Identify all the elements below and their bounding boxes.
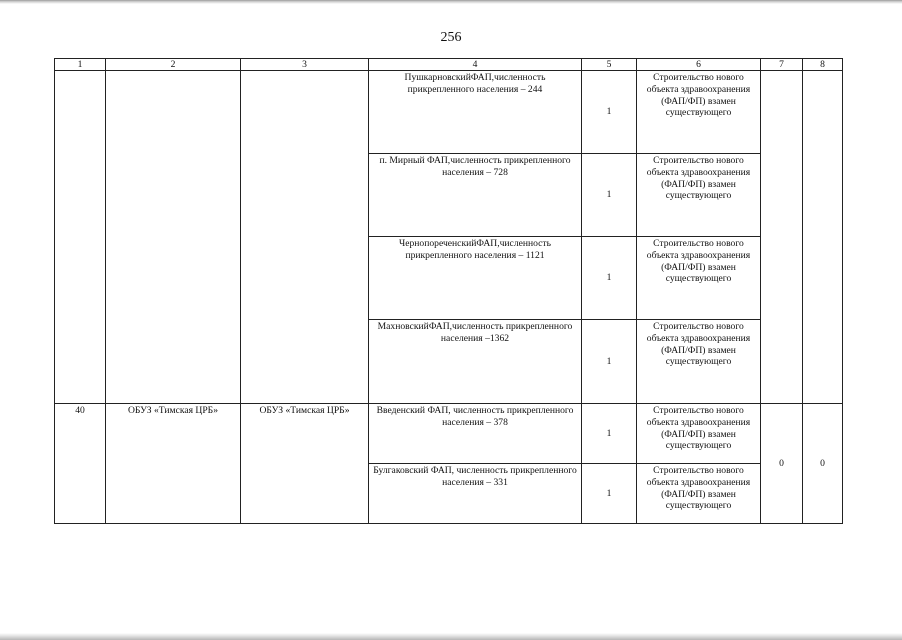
value-cell [761, 71, 803, 404]
action-cell: Строительство нового объекта здравоохранения (ФАП/ФП) взамен существующего [637, 320, 761, 404]
facility-cell: ЧернопореченскийФАП,численность прикрепленного населения – 1121 [369, 237, 582, 320]
count-cell: 1 [582, 404, 637, 464]
organization-cell: ОБУЗ «Тимская ЦРБ» [241, 404, 369, 524]
count-cell: 1 [582, 320, 637, 404]
table-row [55, 404, 843, 464]
value-cell: 0 [803, 404, 843, 524]
column-header: 3 [241, 59, 369, 71]
action-cell: Строительство нового объекта здравоохранения (ФАП/ФП) взамен существующего [637, 404, 761, 464]
organization-cell [241, 71, 369, 404]
column-header: 2 [106, 59, 241, 71]
value-cell: 0 [761, 404, 803, 524]
facility-cell: Булгаковский ФАП, численность прикрепленного населения – 331 [369, 464, 582, 524]
count-cell: 1 [582, 464, 637, 524]
count-cell: 1 [582, 237, 637, 320]
action-cell: Строительство нового объекта здравоохранения (ФАП/ФП) взамен существующего [637, 71, 761, 154]
page-number: 256 [440, 30, 462, 45]
facility-cell: МахновскийФАП,численность прикрепленного населения –1362 [369, 320, 582, 404]
facility-cell: п. Мирный ФАП,численность прикрепленного населения – 728 [369, 154, 582, 237]
scan-edge-top [0, 0, 902, 4]
count-cell: 1 [582, 154, 637, 237]
action-cell: Строительство нового объекта здравоохранения (ФАП/ФП) взамен существующего [637, 237, 761, 320]
column-header: 7 [761, 59, 803, 71]
column-header: 8 [803, 59, 843, 71]
scan-edge-bottom [0, 633, 902, 640]
header-row [55, 59, 843, 71]
facility-cell: ПушкарновскийФАП,численность прикрепленного населения – 244 [369, 71, 582, 154]
row-number-cell [55, 71, 106, 404]
column-header: 6 [637, 59, 761, 71]
data-table [54, 58, 843, 524]
row-number-cell: 40 [55, 404, 106, 524]
count-cell: 1 [582, 71, 637, 154]
column-header: 4 [369, 59, 582, 71]
column-header: 1 [55, 59, 106, 71]
facility-cell: Введенский ФАП, численность прикрепленного населения – 378 [369, 404, 582, 464]
organization-cell: ОБУЗ «Тимская ЦРБ» [106, 404, 241, 524]
table-row [55, 71, 843, 154]
organization-cell [106, 71, 241, 404]
value-cell [803, 71, 843, 404]
action-cell: Строительство нового объекта здравоохранения (ФАП/ФП) взамен существующего [637, 464, 761, 524]
action-cell: Строительство нового объекта здравоохранения (ФАП/ФП) взамен существующего [637, 154, 761, 237]
column-header: 5 [582, 59, 637, 71]
